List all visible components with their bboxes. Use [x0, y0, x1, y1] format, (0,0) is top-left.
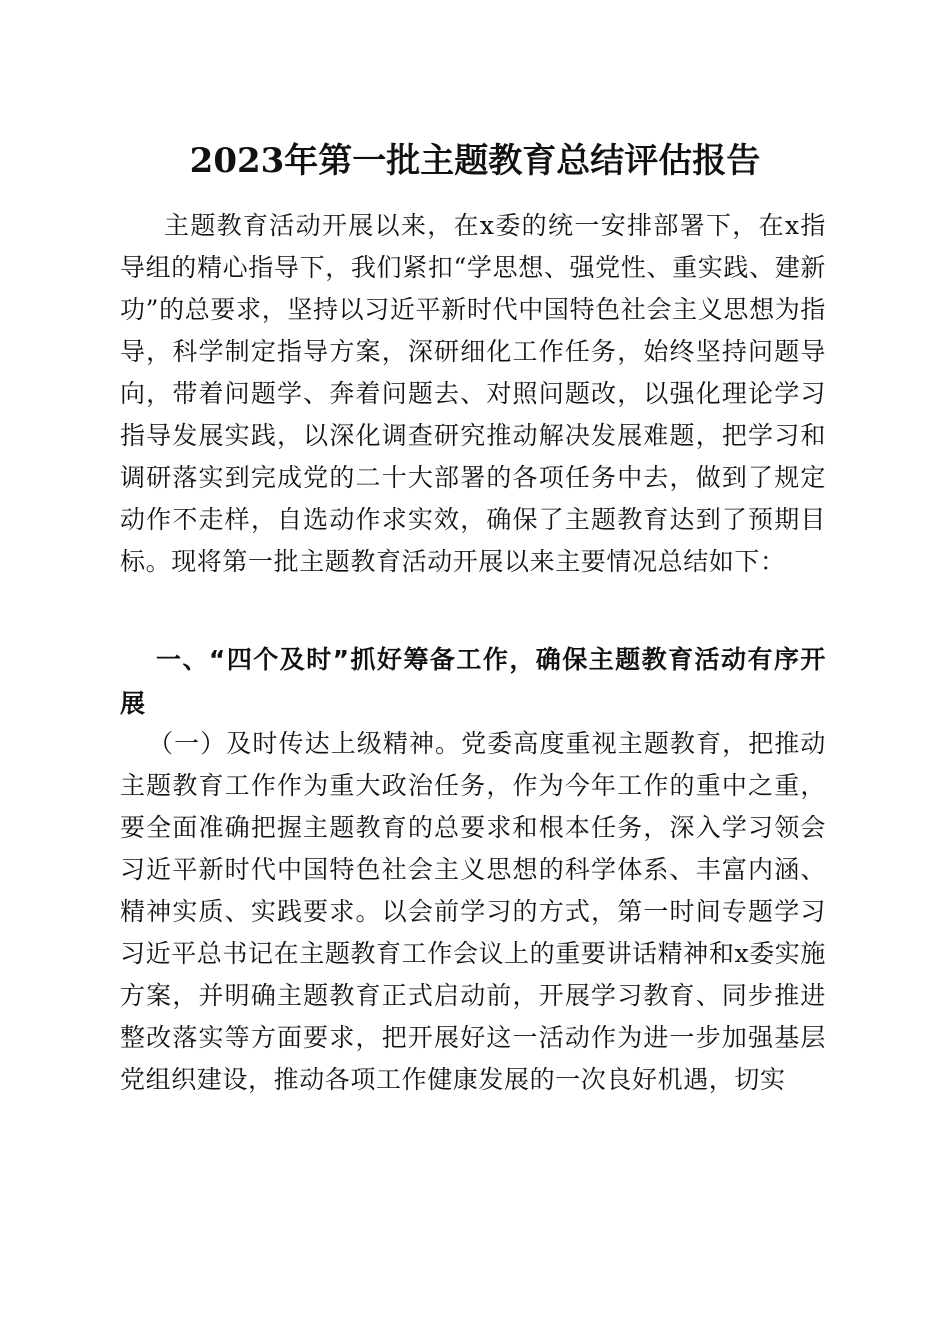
section-heading-1: 一、“四个及时”抓好筹备工作，确保主题教育活动有序开展: [120, 645, 826, 718]
subsection-body: 党委高度重视主题教育，把推动主题教育工作作为重大政治任务，作为今年工作的重中之重，要全面准确把握主题教育的总要求和根本任务，深入学习领会习近平新时代中国特色社会主义思想的科学体系、丰富内涵、精神实质、实践要求。以会前学习的方式，第一时间专题学习习近平总书记在主题教育工作会议上的重要讲话精神和x委实施方案，并明确主题教育正式启动前，开展学习教育、同步推进整改落实等方面要求，把开展好这一活动作为进一步加强基层党组织建设，推动各项工作健康发展的一次良好机遇，切实: [120, 729, 827, 1094]
subsection-paragraph-1: [120, 723, 826, 1101]
document-title: 2023年第一批主题教育总结评估报告: [189, 141, 761, 181]
subsection-lead: （一）及时传达上级精神。: [148, 729, 462, 758]
intro-paragraph: 主题教育活动开展以来，在x委的统一安排部署下，在x指导组的精心指导下，我们紧扣“学思想、强党性、重实践、建新功”的总要求，坚持以习近平新时代中国特色社会主义思想为指导，科学制定指导方案，深研细化工作任务，始终坚持问题导向，带着问题学、奔着问题去、对照问题改，以强化理论学习指导发展实践，以深化调查研究推动解决发展难题，把学习和调研落实到完成党的二十大部署的各项任务中去，做到了规定动作不走样，自选动作求实效，确保了主题教育达到了预期目标。现将第一批主题教育活动开展以来主要情况总结如下：: [120, 211, 826, 576]
